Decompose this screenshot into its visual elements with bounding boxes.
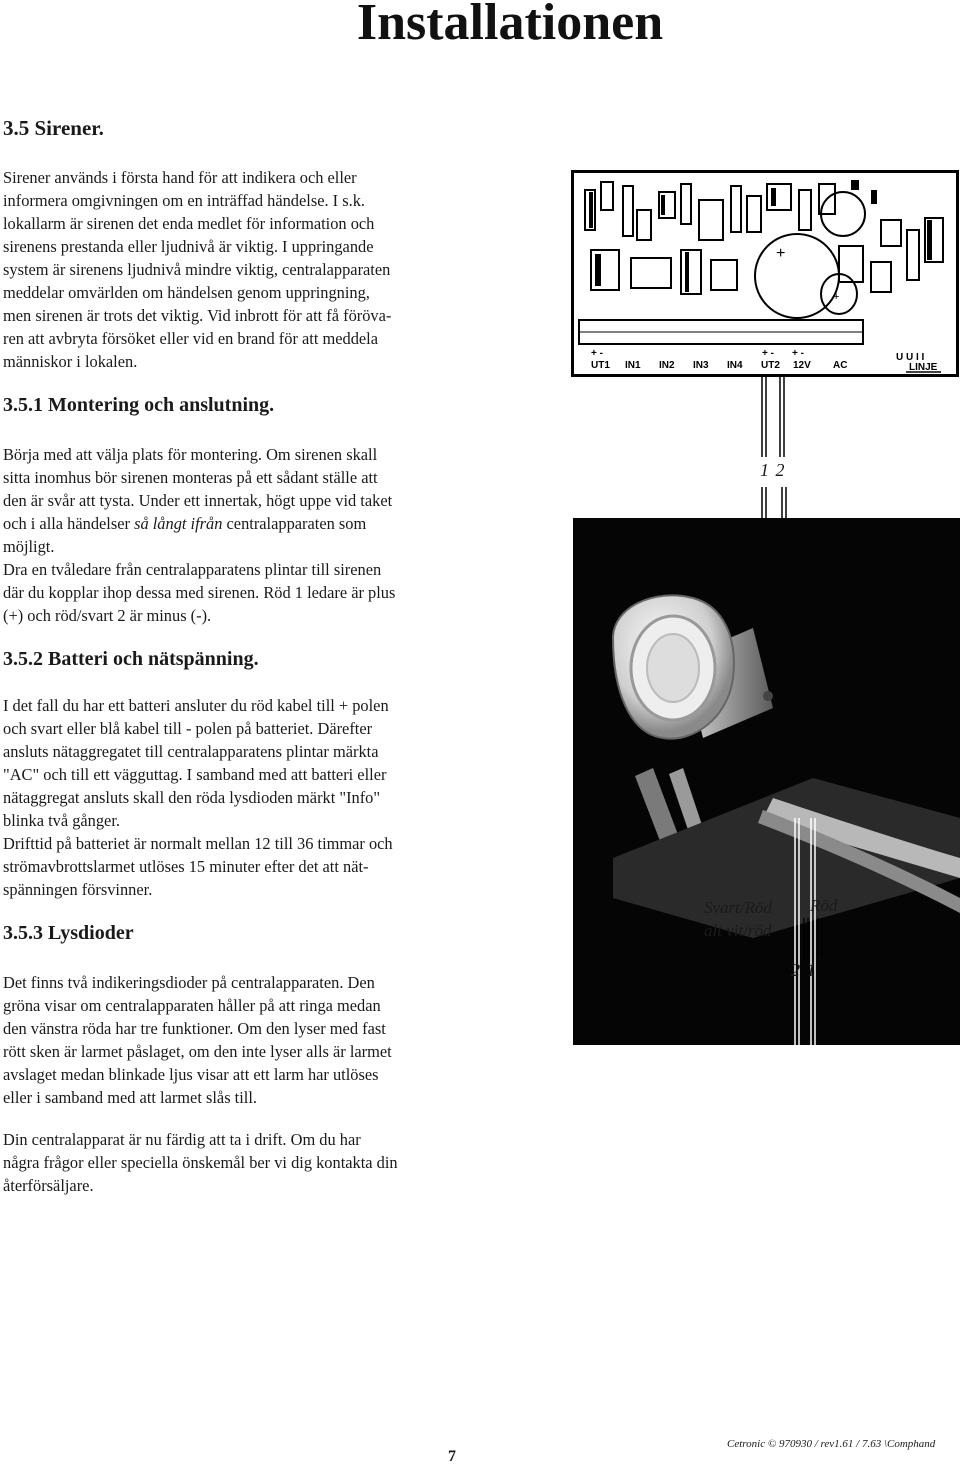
section-heading-lysdioder: 3.5.3 Lysdioder xyxy=(3,922,134,944)
section-heading-montering: 3.5.1 Montering och anslutning. xyxy=(3,394,275,416)
batteri-paragraph: I det fall du har ett batteri ansluter du röd kabel till + polen och svart eller blå kabel till - polen på batteriet. Därefter ansluts nätaggregatet till centralapparatens plintar märkta "AC" och till ett vägguttag. I samband med att batteri eller nätaggregat ansluts skall den röda lysdioden märkt "Info" blinka två gånger. Drifttid på batteriet är normalt mellan 12 till 36 timmar och strömavbrottslarmet utlöses 15 minuter efter det att nät- spänningen försvinner. xyxy=(3,696,393,899)
terminal-label-in4: IN4 xyxy=(727,360,743,371)
terminal-label-ut2: UT2 xyxy=(761,360,780,371)
montering-text-before: Börja med att välja plats för montering. Om sirenen skall sitta inomhus bör sirenen monteras på ett sådant ställe att den är svår att tysta. Under ett innertak, högt uppe vid taket och i alla händelser xyxy=(3,445,393,533)
diode-plus-mark: + xyxy=(833,291,840,303)
upper-wires xyxy=(750,377,800,522)
closing-paragraph: Din centralapparat är nu färdig att ta i drift. Om du har några frågor eller speciella önskemål ber vi dig kontakta din återförsäljare. xyxy=(3,1130,398,1195)
capacitor-plus-mark: + xyxy=(776,245,786,262)
footer-reference: Cetronic © 970930 / rev1.61 / 7.63 \Comphand xyxy=(727,1438,936,1450)
sirener-paragraph: Sirener används i första hand för att indikera och eller informera omgivningen om en inträffad händelse. I s.k. lokallarm är sirenen det enda medlet för information och sirenens prestanda eller ljudnivå är viktig. I uppringande system är sirenens ljudnivå mindre viktig, centralapparaten meddelar omvärlden om händelsen genom uppringning, men sirenen är trots det viktig. Vid inbrott för att få förövа- ren att avbryta försöket eller vid en brand för att meddela människor i lokalen. xyxy=(3,168,392,371)
terminal-label-in3: IN3 xyxy=(693,360,709,371)
terminal-label-ut1: UT1 xyxy=(591,360,610,371)
section-heading-batteri: 3.5.2 Batteri och nätspänning. xyxy=(3,648,259,670)
caption-red: Röd xyxy=(810,896,838,915)
linje-top-marks: U U I I xyxy=(896,352,925,363)
terminal-label-ac: AC xyxy=(833,360,848,371)
montering-text-after: centralapparaten som möjligt. Dra en tvåledare från centralapparatens plintar till sirenen där du kopplar ihop dessa med sirenen. Röd 1 ledare är plus (+) och röd/svart 2 är minus (-). xyxy=(3,514,396,625)
caption-black-red: Svart/Röd xyxy=(704,898,772,917)
lysdioder-paragraph: Det finns två indikeringsdioder på centralapparaten. Den gröna visar om centralapparaten håller på att ringa medan den vänstra röda har tre funktioner. Om den lyser med fast rött sken är larmet påslaget, om den inte lyser alls är larmet avslaget medan blinkade ljus visar att ett larm har utlöses eller i samband med att larmet slås till. xyxy=(3,973,392,1107)
page-number: 7 xyxy=(448,1448,456,1465)
terminal-label-in2: IN2 xyxy=(659,360,675,371)
montering-text-italic: så långt ifrån xyxy=(134,514,223,533)
lower-wires xyxy=(573,518,960,1045)
linje-label: LINJE xyxy=(909,362,938,373)
ut1-polarity-mark: + - xyxy=(591,348,603,359)
montering-paragraph xyxy=(3,443,473,627)
section-heading-sirener: 3.5 Sirener. xyxy=(3,116,104,140)
caption-white-red: alt vit/röd xyxy=(704,921,772,940)
circuit-board-illustration xyxy=(571,170,959,377)
terminal-label-12v: 12V xyxy=(793,360,811,371)
ut2-polarity-mark: + - xyxy=(762,348,774,359)
v12-polarity-mark: + - xyxy=(792,348,804,359)
wire-numbers-top: 1 2 xyxy=(760,460,786,480)
page-title: Installationen xyxy=(356,0,664,51)
terminal-label-in1: IN1 xyxy=(625,360,641,371)
wire-numbers-bottom: 2 1 xyxy=(791,960,817,980)
caption-wire-marks xyxy=(800,918,830,958)
